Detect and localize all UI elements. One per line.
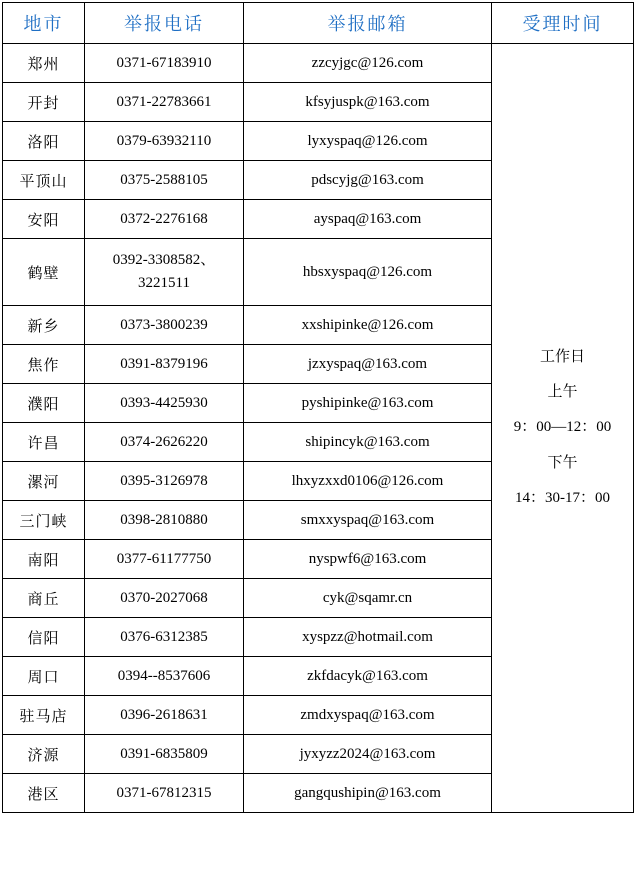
cell-email: hbsxyspaq@126.com xyxy=(244,239,492,306)
cell-city: 济源 xyxy=(3,735,85,774)
cell-city: 周口 xyxy=(3,657,85,696)
cell-email: kfsyjuspk@163.com xyxy=(244,83,492,122)
cell-phone: 0370-2027068 xyxy=(85,579,244,618)
cell-email: xxshipinke@126.com xyxy=(244,306,492,345)
table-header xyxy=(3,3,634,44)
cell-phone: 0395-3126978 xyxy=(85,462,244,501)
cell-phone-line-1: 0392-3308582、 xyxy=(112,251,216,268)
cell-city: 驻马店 xyxy=(3,696,85,735)
cell-city: 平顶山 xyxy=(3,161,85,200)
cell-phone: 0377-61177750 xyxy=(85,540,244,579)
cell-email: zkfdacyk@163.com xyxy=(244,657,492,696)
cell-phone: 0396-2618631 xyxy=(85,696,244,735)
document-page xyxy=(0,2,635,896)
accept-time-line-3: 9：00—12：00 xyxy=(513,419,612,436)
cell-email: shipincyk@163.com xyxy=(244,423,492,462)
cell-phone: 0371-67812315 xyxy=(85,774,244,813)
cell-phone: 0371-67183910 xyxy=(85,44,244,83)
cell-phone: 0379-63932110 xyxy=(85,122,244,161)
cell-email: lyxyspaq@126.com xyxy=(244,122,492,161)
cell-city: 商丘 xyxy=(3,579,85,618)
cell-city: 新乡 xyxy=(3,306,85,345)
cell-email: nyspwf6@163.com xyxy=(244,540,492,579)
column-header-city: 地市 xyxy=(3,3,85,44)
cell-phone: 0375-2588105 xyxy=(85,161,244,200)
cell-city: 郑州 xyxy=(3,44,85,83)
cell-phone: 0398-2810880 xyxy=(85,501,244,540)
table-body xyxy=(3,44,634,813)
column-header-time: 受理时间 xyxy=(492,3,634,44)
cell-phone: 0374-2626220 xyxy=(85,423,244,462)
cell-email: pyshipinke@163.com xyxy=(244,384,492,423)
cell-city: 濮阳 xyxy=(3,384,85,423)
cell-city: 洛阳 xyxy=(3,122,85,161)
accept-time-line-1: 工作日 xyxy=(539,348,585,365)
cell-email: pdscyjg@163.com xyxy=(244,161,492,200)
cell-email: jyxyzz2024@163.com xyxy=(244,735,492,774)
table-row xyxy=(3,44,634,83)
cell-phone: 0373-3800239 xyxy=(85,306,244,345)
cell-accept-time xyxy=(492,44,634,813)
accept-time-line-2: 上午 xyxy=(547,384,578,401)
cell-phone: 0376-6312385 xyxy=(85,618,244,657)
cell-city: 信阳 xyxy=(3,618,85,657)
accept-time-line-5: 14：30-17：00 xyxy=(515,489,610,506)
cell-city: 开封 xyxy=(3,83,85,122)
cell-phone: 0372-2276168 xyxy=(85,200,244,239)
cell-phone: 0394--8537606 xyxy=(85,657,244,696)
cell-email: smxxyspaq@163.com xyxy=(244,501,492,540)
table-header-row xyxy=(3,3,634,44)
cell-city: 安阳 xyxy=(3,200,85,239)
cell-phone: 0371-22783661 xyxy=(85,83,244,122)
cell-phone: 0391-6835809 xyxy=(85,735,244,774)
cell-phone: 0393-4425930 xyxy=(85,384,244,423)
cell-email: gangqushipin@163.com xyxy=(244,774,492,813)
cell-email: cyk@sqamr.cn xyxy=(244,579,492,618)
cell-city: 南阳 xyxy=(3,540,85,579)
cell-email: zmdxyspaq@163.com xyxy=(244,696,492,735)
cell-email: lhxyzxxd0106@126.com xyxy=(244,462,492,501)
cell-email: xyspzz@hotmail.com xyxy=(244,618,492,657)
contact-table xyxy=(2,2,634,813)
accept-time-line-4: 下午 xyxy=(547,454,578,471)
cell-email: ayspaq@163.com xyxy=(244,200,492,239)
cell-city: 港区 xyxy=(3,774,85,813)
cell-phone: 0391-8379196 xyxy=(85,345,244,384)
cell-city: 许昌 xyxy=(3,423,85,462)
cell-city: 漯河 xyxy=(3,462,85,501)
column-header-email: 举报邮箱 xyxy=(244,3,492,44)
cell-city: 焦作 xyxy=(3,345,85,384)
cell-email: zzcyjgc@126.com xyxy=(244,44,492,83)
cell-city: 三门峡 xyxy=(3,501,85,540)
cell-phone xyxy=(85,239,244,306)
cell-city: 鹤壁 xyxy=(3,239,85,306)
cell-email: jzxyspaq@163.com xyxy=(244,345,492,384)
column-header-phone: 举报电话 xyxy=(85,3,244,44)
cell-phone-line-2: 3221511 xyxy=(138,275,190,291)
